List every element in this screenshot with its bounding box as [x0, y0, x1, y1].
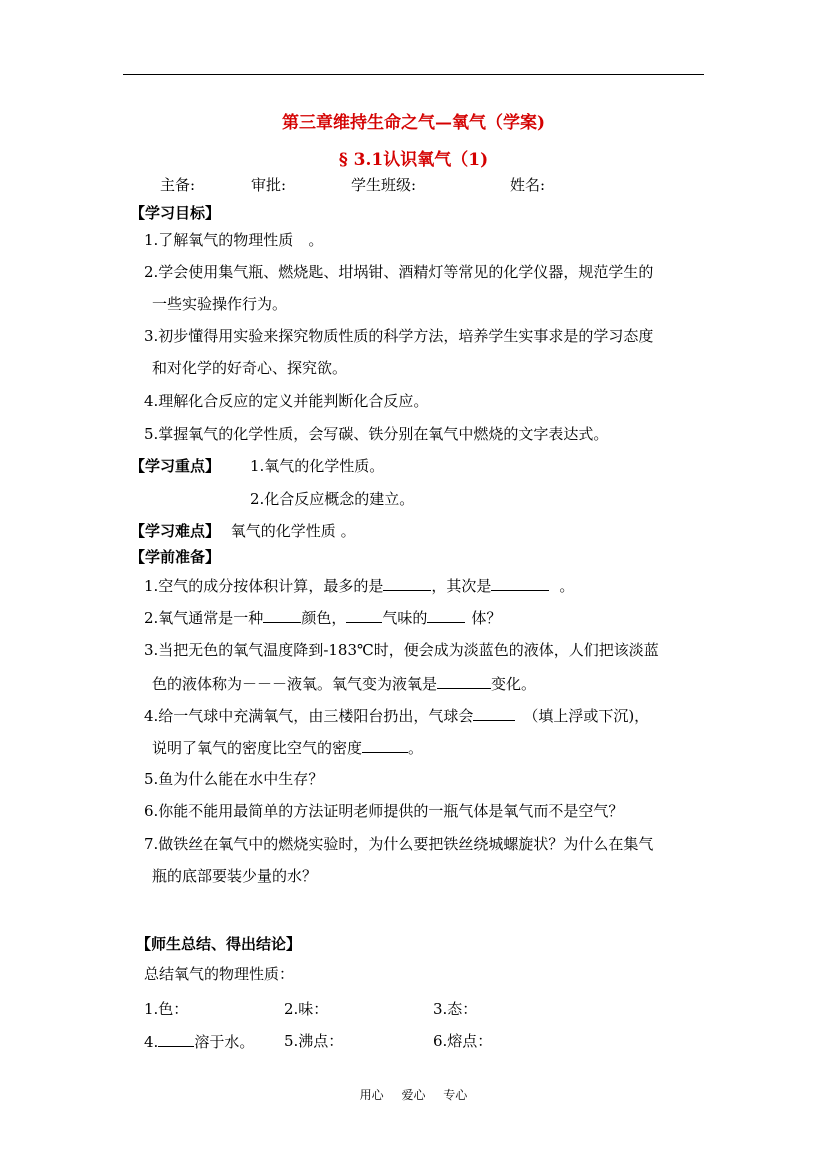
prep-q4-text: 。 — [408, 739, 424, 757]
key-item: 2.化合反应概念的建立。 — [250, 490, 415, 508]
summary-header-text: 【师生总结、得出 — [136, 935, 257, 953]
prep-header: 【学前准备】 — [130, 548, 221, 566]
prep-q3-text: 色的液体称为－－－液氧。氧气变为液氧是 — [152, 675, 438, 693]
answer-blank[interactable] — [473, 705, 515, 721]
prep-q2-text: 2.氧气通常是一种 — [144, 609, 264, 627]
section-title: § 3.1认识氧气（1) — [338, 150, 489, 170]
answer-blank[interactable] — [263, 607, 301, 623]
prep-q4-text: （填上浮或下沉)， — [523, 707, 650, 725]
difficulty-header: 【学习难点】 — [130, 522, 221, 540]
prep-q7-line1: 7.做铁丝在氧气中的燃烧实验时，为什么要把铁丝绕城螺旋状？为什么在集气 — [144, 835, 654, 853]
prep-q1-text: 1.空气的成分按体积计算，最多的是 — [144, 577, 384, 595]
prep-q6: 6.你能不能用最简单的方法证明老师提供的一瓶气体是氧气而不是空气？ — [144, 802, 624, 820]
goals-header: 【学习目标】 — [130, 204, 221, 222]
prep-q2 — [144, 607, 501, 628]
answer-blank[interactable] — [383, 575, 431, 591]
prep-q4-text: 4.给一气球中充满氧气，由三楼阳台扔出，气球会 — [144, 707, 474, 725]
answer-blank[interactable] — [362, 737, 408, 753]
document-title: 第三章维持生命之气—氧气（学案) — [281, 113, 546, 133]
difficulty-text: 氧气的化学性质 。 — [230, 522, 356, 540]
prep-q5: 5.鱼为什么能在水中生存？ — [144, 770, 324, 788]
property-color: 1.色： — [144, 1000, 189, 1018]
prep-q1-text: 。 — [559, 577, 575, 595]
difficulty-row — [130, 521, 356, 541]
property-melting-point: 6.熔点： — [433, 1032, 493, 1050]
prep-q2-text: 体？ — [471, 609, 502, 627]
answer-blank[interactable] — [346, 607, 382, 623]
summary-header — [136, 934, 301, 954]
key-item: 1.氧气的化学性质。 — [250, 457, 385, 475]
goal-item: 2.学会使用集气瓶、燃烧匙、坩埚钳、酒精灯等常见的化学仪器，规范学生的 — [144, 263, 654, 281]
property-solubility-text: 4. — [144, 1033, 159, 1051]
answer-blank[interactable] — [158, 1031, 194, 1047]
meta-xingming: 姓名: — [510, 176, 546, 194]
prep-q3-text: 变化。 — [491, 675, 537, 693]
meta-shenpi: 审批: — [251, 176, 287, 194]
property-smell: 2.味： — [284, 1000, 329, 1018]
page-footer: 用心 爱心 专心 — [359, 1088, 468, 1102]
goal-item: 4.理解化合反应的定义并能判断化合反应。 — [144, 392, 429, 410]
prep-q2-text: 气味的 — [382, 609, 428, 627]
property-boiling-point: 5.沸点： — [284, 1032, 344, 1050]
answer-blank[interactable] — [437, 673, 491, 689]
answer-blank[interactable] — [491, 575, 549, 591]
goal-item: 5.掌握氧气的化学性质，会写碳、铁分别在氧气中燃烧的文字表达式。 — [144, 425, 609, 443]
prep-q1-text: ，其次是 — [431, 577, 492, 595]
goal-item: 1.了解氧气的物理性质 。 — [144, 231, 324, 249]
prep-q4-text: 说明了氧气的密度比空气的密度 — [152, 739, 363, 757]
prep-q1 — [144, 575, 574, 596]
property-state: 3.态： — [433, 1000, 478, 1018]
prep-q4-line2 — [152, 737, 423, 758]
meta-banji: 学生班级: — [351, 176, 417, 194]
summary-header-text: 结论 — [256, 935, 287, 953]
prep-q4-line1 — [144, 705, 649, 726]
prep-q7-line2: 瓶的底部要装少量的水？ — [152, 867, 318, 885]
goal-item: 3.初步懂得用实验来探究物质性质的科学方法，培养学生实事求是的学习态度 — [144, 327, 654, 345]
property-solubility — [144, 1031, 254, 1052]
goal-item: 一些实验操作行为。 — [152, 295, 288, 313]
key-header: 【学习重点】 — [130, 457, 221, 475]
answer-blank[interactable] — [427, 607, 465, 623]
property-solubility-text: 溶于水。 — [194, 1033, 255, 1051]
summary-intro: 总结氧气的物理性质： — [144, 965, 295, 983]
prep-q3-line1: 3.当把无色的氧气温度降到-183℃时，便会成为淡蓝色的液体，人们把该淡蓝 — [144, 641, 659, 659]
meta-zhubei: 主备: — [160, 176, 196, 194]
summary-header-text: 】 — [286, 935, 302, 953]
prep-q3-line2 — [152, 673, 536, 694]
prep-q2-text: 颜色， — [301, 609, 347, 627]
goal-item: 和对化学的好奇心、探究欲。 — [152, 359, 348, 377]
header-rule — [123, 74, 704, 75]
